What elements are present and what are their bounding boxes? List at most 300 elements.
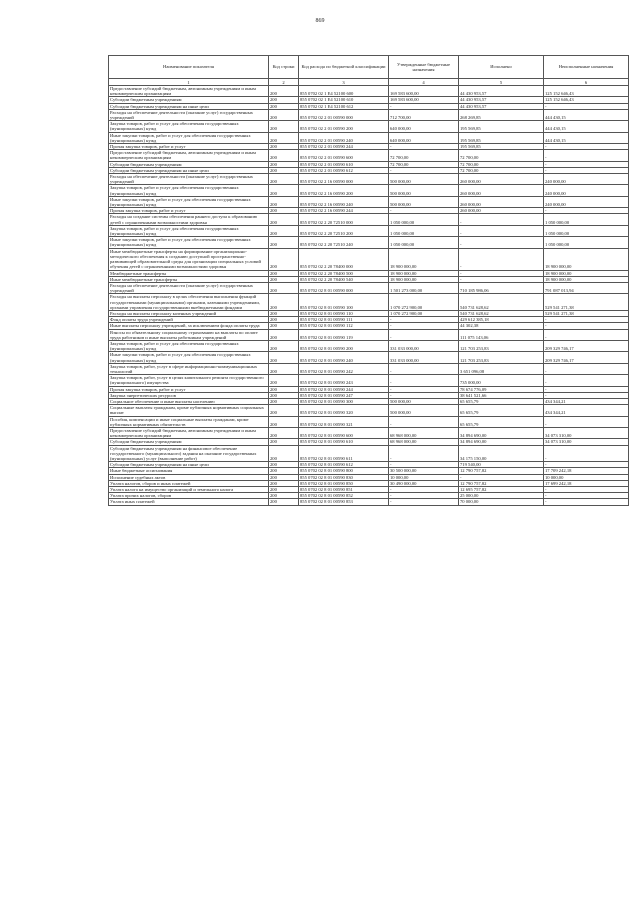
row-line-code: 200 [269, 150, 299, 161]
row-approved: 1 501 273 000,00 [389, 282, 459, 293]
table-row [109, 329, 629, 340]
row-name: Закупка товаров, работ и услуг для обеспечения государственных (муниципальных) нужд [109, 121, 269, 132]
row-remaining: - [544, 323, 629, 329]
row-budget-code: 855 0702 02 8 01 00590 600 [299, 427, 389, 438]
row-remaining: 18 900 000,00 [544, 248, 629, 270]
row-remaining: 125 152 646,43 [544, 86, 629, 97]
row-executed: 12 790 757,82 [459, 468, 544, 474]
row-approved: - [389, 416, 459, 427]
row-budget-code: 855 0702 02 2 01 00590 200 [299, 121, 389, 132]
row-executed: 72 700,00 [459, 167, 544, 173]
row-line-code: 200 [269, 363, 299, 374]
row-executed: - [459, 237, 544, 248]
row-remaining: 17 699 242,18 [544, 480, 629, 486]
row-approved: - [389, 386, 459, 392]
row-remaining: 444 430,15 [544, 109, 629, 120]
row-name: Субсидии бюджетным учреждениям [109, 439, 269, 445]
row-executed: 260 000,00 [459, 174, 544, 185]
row-approved: 1 050 000,00 [389, 237, 459, 248]
row-budget-code: 855 0702 02 8 01 00590 119 [299, 329, 389, 340]
row-remaining: - [544, 386, 629, 392]
row-executed: 121 703 253,83 [459, 352, 544, 363]
row-line-code: 200 [269, 132, 299, 143]
row-budget-code: 855 0702 02 1 Е4 52100 612 [299, 103, 389, 109]
row-budget-code: 855 0702 02 8 01 00590 853 [299, 499, 389, 505]
row-remaining: 529 541 271,38 [544, 294, 629, 311]
row-approved: 68 968 000,00 [389, 427, 459, 438]
row-remaining: - [544, 493, 629, 499]
header-budget-code: Код расхода по бюджетной классификации [299, 56, 389, 79]
row-executed: 540 731 628,62 [459, 294, 544, 311]
row-remaining: - [544, 462, 629, 468]
row-budget-code: 855 0702 02 2 01 00590 600 [299, 150, 389, 161]
row-approved: 640 000,00 [389, 121, 459, 132]
row-line-code: 200 [269, 185, 299, 196]
row-approved: 169 583 600,00 [389, 97, 459, 103]
row-remaining: 240 000,00 [544, 185, 629, 196]
row-name: Закупка товаров, работ и услуг для обеспечения государственных (муниципальных) нужд [109, 225, 269, 236]
row-line-code: 200 [269, 109, 299, 120]
row-budget-code: 855 0702 02 8 01 00590 611 [299, 445, 389, 462]
table-row [109, 225, 629, 236]
row-name: Прочая закупка товаров, работ и услуг [109, 208, 269, 214]
row-name: Расходы на обеспечение деятельности (оказание услуг) государственных учреждений [109, 174, 269, 185]
row-executed: 44 430 953,57 [459, 103, 544, 109]
row-name: Расходы на выплаты персоналу казенных учреждений [109, 310, 269, 316]
row-name: Иные закупки товаров, работ и услуг для обеспечения государственных (муниципальных) нужд [109, 237, 269, 248]
expenditure-table [108, 55, 629, 506]
header-approved: Утвержденные бюджетные назначения [389, 56, 459, 79]
row-line-code: 200 [269, 405, 299, 416]
table-row [109, 214, 629, 225]
row-executed: 72 700,00 [459, 161, 544, 167]
row-approved: 500 000,00 [389, 174, 459, 185]
row-approved: 72 700,00 [389, 161, 459, 167]
row-approved: 18 900 000,00 [389, 270, 459, 276]
row-line-code: 200 [269, 144, 299, 150]
row-approved: - [389, 392, 459, 398]
row-name: Расходы на выплаты персоналу в целях обеспечения выполнения функций государственными (муниципальными) органами, казенными учреждениями, органами управления государственными внебюджетными фондами [109, 294, 269, 311]
row-approved: 1 050 000,00 [389, 214, 459, 225]
row-name: Иные межбюджетные трансферты [109, 276, 269, 282]
row-budget-code: 855 0702 02 2 20 72510 240 [299, 237, 389, 248]
table-body [109, 86, 629, 506]
row-remaining: 125 152 646,43 [544, 97, 629, 103]
row-remaining: 444 430,15 [544, 132, 629, 143]
row-remaining: 1 050 000,00 [544, 214, 629, 225]
row-remaining: - [544, 375, 629, 386]
row-remaining: - [544, 144, 629, 150]
row-name: Расходы на обеспечение деятельности (оказание услуг) государственных учреждений [109, 109, 269, 120]
row-name: Социальные выплаты гражданам, кроме публичных нормативных социальных выплат [109, 405, 269, 416]
row-line-code: 200 [269, 474, 299, 480]
row-executed: 44 302,38 [459, 323, 544, 329]
row-line-code: 200 [269, 340, 299, 351]
row-executed: 65 655,79 [459, 416, 544, 427]
row-line-code: 200 [269, 317, 299, 323]
row-remaining: 434 344,21 [544, 405, 629, 416]
header-indicator-name: Наименование показателя [109, 56, 269, 79]
header-line-code: Код строки [269, 56, 299, 79]
row-approved: - [389, 317, 459, 323]
table-row [109, 237, 629, 248]
row-executed: 260 000,00 [459, 185, 544, 196]
row-budget-code: 855 0702 02 2 20 78400 000 [299, 248, 389, 270]
row-approved: - [389, 375, 459, 386]
row-line-code: 200 [269, 439, 299, 445]
row-executed: - [459, 276, 544, 282]
row-approved: - [389, 499, 459, 505]
row-line-code: 200 [269, 398, 299, 404]
row-executed: 34 175 150,00 [459, 445, 544, 462]
row-executed: 34 894 690,00 [459, 439, 544, 445]
row-budget-code: 855 0702 02 2 20 78400 500 [299, 270, 389, 276]
row-executed: 38 641 521,66 [459, 392, 544, 398]
row-approved: 331 033 000,00 [389, 340, 459, 351]
table-row [109, 121, 629, 132]
row-line-code: 200 [269, 103, 299, 109]
row-name: Исполнение судебных актов [109, 474, 269, 480]
table-row [109, 445, 629, 462]
row-line-code: 200 [269, 462, 299, 468]
row-approved: 500 000,00 [389, 196, 459, 207]
row-approved: - [389, 487, 459, 493]
row-line-code: 200 [269, 323, 299, 329]
row-executed: - [459, 270, 544, 276]
table-row [109, 375, 629, 386]
row-name: Взносы по обязательному социальному страхованию на выплаты по оплате труда работников и иные выплаты работникам учреждений [109, 329, 269, 340]
row-name: Расходы на обеспечение деятельности (оказание услуг) государственных учреждений [109, 282, 269, 293]
row-budget-code: 855 0702 02 8 01 00590 320 [299, 405, 389, 416]
row-approved: 18 900 000,00 [389, 248, 459, 270]
row-line-code: 200 [269, 310, 299, 316]
row-name: Предоставление субсидий бюджетным, автономным учреждениям и иным некоммерческим организациям [109, 86, 269, 97]
row-name: Субсидии бюджетным учреждениям на иные цели [109, 462, 269, 468]
row-line-code: 200 [269, 248, 299, 270]
row-budget-code: 855 0702 02 8 01 00590 612 [299, 462, 389, 468]
page-number: 869 [315, 18, 325, 24]
row-name: Пособия, компенсации и иные социальные выплаты гражданам, кроме публичных нормативных обязательств [109, 416, 269, 427]
row-budget-code: 855 0702 02 8 01 00590 242 [299, 363, 389, 374]
row-approved: 72 700,00 [389, 150, 459, 161]
row-line-code: 200 [269, 174, 299, 185]
row-budget-code: 855 0702 02 8 01 00590 112 [299, 323, 389, 329]
row-executed: 78 674 776,09 [459, 386, 544, 392]
row-executed: 268 269,85 [459, 109, 544, 120]
row-executed: 719 540,00 [459, 462, 544, 468]
row-budget-code: 855 0702 02 8 01 00590 000 [299, 282, 389, 293]
row-approved: 169 583 600,00 [389, 86, 459, 97]
row-line-code: 200 [269, 270, 299, 276]
row-name: Закупка товаров, работ, услуг в целях капитального ремонта государственного (муниципального) имущества [109, 375, 269, 386]
row-budget-code: 855 0702 02 8 01 00590 100 [299, 294, 389, 311]
row-name: Прочая закупка товаров, работ и услуг [109, 144, 269, 150]
row-remaining: 444 430,15 [544, 121, 629, 132]
row-name: Иные закупки товаров, работ и услуг для обеспечения государственных (муниципальных) нужд [109, 132, 269, 143]
row-budget-code: 855 0702 02 8 01 00590 830 [299, 474, 389, 480]
row-line-code: 200 [269, 276, 299, 282]
row-approved: - [389, 462, 459, 468]
row-budget-code: 855 0702 02 8 01 00590 851 [299, 487, 389, 493]
row-executed: 3 651 096,08 [459, 363, 544, 374]
row-line-code: 200 [269, 196, 299, 207]
row-remaining: 17 709 242,18 [544, 468, 629, 474]
row-approved: 18 900 000,00 [389, 276, 459, 282]
row-budget-code: 855 0702 02 2 01 00590 240 [299, 132, 389, 143]
row-approved: 500 000,00 [389, 405, 459, 416]
table-row [109, 340, 629, 351]
row-remaining: - [544, 208, 629, 214]
column-number: 1 [109, 79, 269, 86]
row-line-code: 200 [269, 352, 299, 363]
row-executed: 65 655,79 [459, 405, 544, 416]
row-name: Закупка энергетических ресурсов [109, 392, 269, 398]
header-executed: Исполнено [459, 56, 544, 79]
row-name: Прочая закупка товаров, работ и услуг [109, 386, 269, 392]
row-executed: 121 703 253,83 [459, 340, 544, 351]
row-remaining: - [544, 499, 629, 505]
table-row [109, 109, 629, 120]
column-number: 6 [544, 79, 629, 86]
table-row [109, 499, 629, 505]
row-approved: 1 070 272 900,00 [389, 310, 459, 316]
row-name: Иные бюджетные ассигнования [109, 468, 269, 474]
row-executed: 111 075 143,06 [459, 329, 544, 340]
table-row [109, 294, 629, 311]
row-budget-code: 855 0702 02 8 01 00590 300 [299, 398, 389, 404]
row-approved: 1 050 000,00 [389, 225, 459, 236]
row-executed: 195 569,85 [459, 132, 544, 143]
row-name: Уплата прочих налогов, сборов [109, 493, 269, 499]
row-approved: - [389, 445, 459, 462]
row-remaining: 34 073 310,00 [544, 427, 629, 438]
column-number: 2 [269, 79, 299, 86]
table-row [109, 405, 629, 416]
row-line-code: 200 [269, 445, 299, 462]
table-row [109, 150, 629, 161]
row-budget-code: 855 0702 02 2 16 00590 240 [299, 196, 389, 207]
row-approved: 30 490 000,00 [389, 480, 459, 486]
row-executed: 65 655,79 [459, 398, 544, 404]
row-budget-code: 855 0702 02 2 16 00590 200 [299, 185, 389, 196]
row-budget-code: 855 0702 02 8 01 00590 800 [299, 468, 389, 474]
row-line-code: 200 [269, 487, 299, 493]
column-number-row [109, 79, 629, 86]
row-executed: 44 430 953,57 [459, 97, 544, 103]
row-approved: 10 000,00 [389, 474, 459, 480]
row-remaining: - [544, 392, 629, 398]
row-line-code: 200 [269, 225, 299, 236]
row-executed: - [459, 225, 544, 236]
table-row [109, 416, 629, 427]
row-name: Субсидии бюджетным учреждениям на иные цели [109, 103, 269, 109]
row-executed: 710 185 986,06 [459, 282, 544, 293]
row-executed: 429 612 385,18 [459, 317, 544, 323]
row-remaining: 18 900 000,00 [544, 276, 629, 282]
row-line-code: 200 [269, 468, 299, 474]
row-budget-code: 855 0702 02 2 16 00590 244 [299, 208, 389, 214]
row-name: Предоставление субсидий бюджетным, автономным учреждениям и иным некоммерческим организациям [109, 427, 269, 438]
row-remaining: 10 000,00 [544, 474, 629, 480]
row-name: Закупка товаров, работ и услуг для обеспечения государственных (муниципальных) нужд [109, 185, 269, 196]
row-executed: 195 569,85 [459, 144, 544, 150]
row-remaining: - [544, 445, 629, 462]
header-remaining: Неисполненные назначения [544, 56, 629, 79]
row-line-code: 200 [269, 392, 299, 398]
row-budget-code: 855 0702 02 2 01 00590 244 [299, 144, 389, 150]
row-executed: 12 790 757,82 [459, 480, 544, 486]
row-name: Расходы на создание системы обеспечения раннего доступа к образованию детей с ограниченными возможностями здоровья [109, 214, 269, 225]
row-budget-code: 855 0702 02 8 01 00590 243 [299, 375, 389, 386]
row-remaining: - [544, 103, 629, 109]
row-approved: - [389, 144, 459, 150]
row-line-code: 200 [269, 386, 299, 392]
row-budget-code: 855 0702 02 8 01 00590 244 [299, 386, 389, 392]
row-budget-code: 855 0702 02 2 01 00590 610 [299, 161, 389, 167]
row-line-code: 200 [269, 427, 299, 438]
row-remaining: 209 329 746,17 [544, 340, 629, 351]
row-line-code: 200 [269, 161, 299, 167]
row-line-code: 200 [269, 375, 299, 386]
row-budget-code: 855 0702 02 1 Е4 52100 600 [299, 86, 389, 97]
row-remaining: - [544, 416, 629, 427]
row-executed: 25 000,00 [459, 493, 544, 499]
row-executed: 735 000,00 [459, 375, 544, 386]
row-approved: - [389, 493, 459, 499]
row-name: Иные закупки товаров, работ и услуг для обеспечения государственных (муниципальных) нужд [109, 196, 269, 207]
row-name: Уплата налога на имущество организаций и земельного налога [109, 487, 269, 493]
row-approved: - [389, 329, 459, 340]
row-name: Социальное обеспечение и иные выплаты населению [109, 398, 269, 404]
row-remaining: 434 344,21 [544, 398, 629, 404]
row-line-code: 200 [269, 294, 299, 311]
row-line-code: 200 [269, 237, 299, 248]
row-executed: 540 731 628,62 [459, 310, 544, 316]
row-budget-code: 855 0702 02 1 Е4 52100 610 [299, 97, 389, 103]
row-remaining: - [544, 161, 629, 167]
table-row [109, 363, 629, 374]
row-name: Межбюджетные трансферты [109, 270, 269, 276]
row-remaining: 240 000,00 [544, 196, 629, 207]
table-header-row [109, 56, 629, 79]
row-name: Предоставление субсидий бюджетным, автономным учреждениям и иным некоммерческим организациям [109, 150, 269, 161]
row-name: Иные закупки товаров, работ и услуг для обеспечения государственных (муниципальных) нужд [109, 352, 269, 363]
column-number: 5 [459, 79, 544, 86]
row-approved: - [389, 323, 459, 329]
row-name: Субсидии бюджетным учреждениям на финансовое обеспечение государственного (муниципального) задания на оказание государственных (муниципальных) услуг (выполнение работ) [109, 445, 269, 462]
table-row [109, 427, 629, 438]
row-approved: - [389, 363, 459, 374]
row-line-code: 200 [269, 416, 299, 427]
row-budget-code: 855 0702 02 8 01 00590 110 [299, 310, 389, 316]
table-row [109, 352, 629, 363]
row-remaining: 1 050 000,00 [544, 237, 629, 248]
row-approved: 500 000,00 [389, 398, 459, 404]
row-approved: 30 500 000,00 [389, 468, 459, 474]
row-line-code: 200 [269, 97, 299, 103]
row-budget-code: 855 0702 02 2 20 78400 540 [299, 276, 389, 282]
row-name: Субсидии бюджетным учреждениям на иные цели [109, 167, 269, 173]
row-executed: 72 700,00 [459, 150, 544, 161]
row-budget-code: 855 0702 02 2 20 72510 200 [299, 225, 389, 236]
row-executed: 260 000,00 [459, 208, 544, 214]
row-remaining: 18 900 000,00 [544, 270, 629, 276]
row-line-code: 200 [269, 208, 299, 214]
row-approved: - [389, 103, 459, 109]
row-budget-code: 855 0702 02 8 01 00590 610 [299, 439, 389, 445]
row-line-code: 200 [269, 282, 299, 293]
row-name: Иные межбюджетные трансферты на формирование организационно-методического обеспечения к созданию доступной пространственно-развивающей образовательной среды для организации специальных условий обучения детей с ограниченными возможностями здоровья [109, 248, 269, 270]
row-budget-code: 855 0702 02 8 01 00590 200 [299, 340, 389, 351]
row-executed: 70 000,00 [459, 499, 544, 505]
row-executed: 34 894 690,00 [459, 427, 544, 438]
row-remaining: 209 329 746,17 [544, 352, 629, 363]
row-remaining: 791 087 013,94 [544, 282, 629, 293]
row-executed: - [459, 474, 544, 480]
row-budget-code: 855 0702 02 8 01 00590 852 [299, 493, 389, 499]
row-budget-code: 855 0702 02 2 20 72510 000 [299, 214, 389, 225]
row-executed: - [459, 248, 544, 270]
row-name: Субсидии бюджетным учреждениям [109, 97, 269, 103]
row-remaining: 240 000,00 [544, 174, 629, 185]
row-executed: - [459, 214, 544, 225]
row-remaining: - [544, 150, 629, 161]
row-budget-code: 855 0702 02 8 01 00590 247 [299, 392, 389, 398]
row-budget-code: 855 0702 02 8 01 00590 240 [299, 352, 389, 363]
row-line-code: 200 [269, 499, 299, 505]
column-number: 4 [389, 79, 459, 86]
row-approved: 331 033 000,00 [389, 352, 459, 363]
row-budget-code: 855 0702 02 8 01 00590 850 [299, 480, 389, 486]
row-line-code: 200 [269, 329, 299, 340]
row-budget-code: 855 0702 02 8 01 00590 111 [299, 317, 389, 323]
row-remaining: - [544, 329, 629, 340]
row-remaining: 529 541 271,38 [544, 310, 629, 316]
row-approved: - [389, 208, 459, 214]
row-budget-code: 855 0702 02 8 01 00590 321 [299, 416, 389, 427]
table-row [109, 185, 629, 196]
row-line-code: 200 [269, 493, 299, 499]
row-approved: 68 968 000,00 [389, 439, 459, 445]
table-row [109, 86, 629, 97]
row-executed: 44 430 953,57 [459, 86, 544, 97]
row-remaining: 34 073 310,00 [544, 439, 629, 445]
row-name: Уплата налогов, сборов и иных платежей [109, 480, 269, 486]
row-remaining: - [544, 167, 629, 173]
row-line-code: 200 [269, 86, 299, 97]
row-executed: 260 000,00 [459, 196, 544, 207]
row-line-code: 200 [269, 121, 299, 132]
row-approved: 500 000,00 [389, 185, 459, 196]
table-row [109, 132, 629, 143]
row-line-code: 200 [269, 480, 299, 486]
row-executed: 195 569,85 [459, 121, 544, 132]
row-approved: 712 700,00 [389, 109, 459, 120]
row-approved: 1 070 272 900,00 [389, 294, 459, 311]
row-name: Закупка товаров, работ и услуг для обеспечения государственных (муниципальных) нужд [109, 340, 269, 351]
row-name: Уплата иных платежей [109, 499, 269, 505]
row-name: Закупка товаров, работ, услуг в сфере информационно-коммуникационных технологий [109, 363, 269, 374]
row-executed: 12 695 757,82 [459, 487, 544, 493]
row-line-code: 200 [269, 167, 299, 173]
row-approved: - [389, 167, 459, 173]
table-row [109, 174, 629, 185]
row-approved: 640 000,00 [389, 132, 459, 143]
row-remaining: 1 050 000,00 [544, 225, 629, 236]
column-number: 3 [299, 79, 389, 86]
table-row [109, 248, 629, 270]
row-line-code: 200 [269, 214, 299, 225]
